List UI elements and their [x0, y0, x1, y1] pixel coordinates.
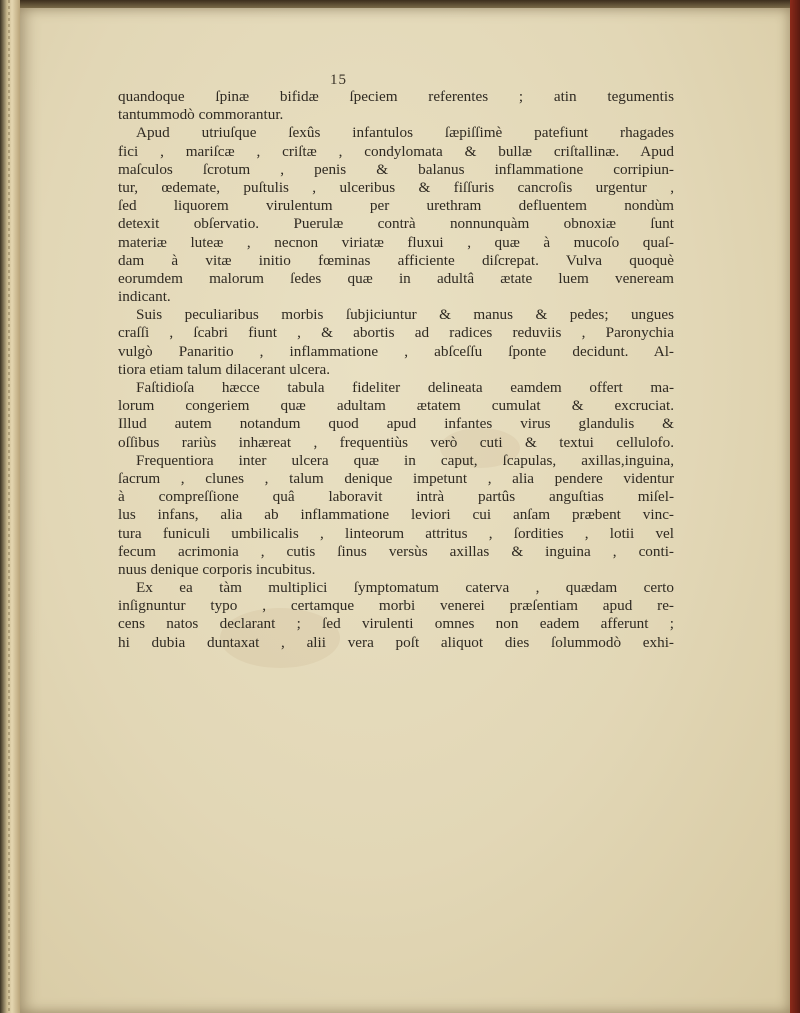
text-line: lus infans, alia ab inflammatione leviori cui anſam præbent vinc-	[118, 506, 674, 524]
text-line: craſſi , ſcabri fiunt , & abortis ad radices reduviis , Paronychia	[118, 324, 674, 342]
text-line: hi dubia duntaxat , alii vera poſt aliquot dies ſolummodò exhi-	[118, 633, 674, 651]
book-left-edge	[0, 0, 20, 1013]
text-line: tur, œdemate, puſtulis , ulceribus & fiſſuris cancroſis urgentur ,	[118, 178, 674, 196]
text-line: Apud utriuſque ſexûs infantulos ſæpiſſimè patefiunt rhagades	[136, 124, 674, 142]
text-line: Frequentiora inter ulcera quæ in caput, ſcapulas, axillas,inguina,	[136, 451, 674, 469]
text-line: oſſibus rariùs inhæreat , frequentiùs verò cuti & textui cellulofo.	[118, 433, 674, 451]
text-line: fici , mariſcæ , criſtæ , condylomata & bullæ criſtallinæ. Apud	[118, 142, 674, 160]
page-text	[118, 88, 674, 652]
text-line: ſed liquorem virulentum per urethram defluentem nondùm	[118, 197, 674, 215]
text-line: Suis peculiaribus morbis ſubjiciuntur & manus & pedes; ungues	[136, 306, 674, 324]
text-line: lorum congeriem quæ adultam ætatem cumulat & excruciat.	[118, 397, 674, 415]
text-line: à compreſſione quâ laboravit intrà partûs anguſtias miſel-	[118, 488, 674, 506]
text-line: tiora etiam talum dilacerant ulcera.	[118, 360, 331, 378]
text-line: cens natos declarant ; ſed virulenti omnes non eadem afferunt ;	[118, 615, 674, 633]
text-line: inſignuntur typo , certamque morbi venerei præſentiam apud re-	[118, 597, 674, 615]
text-line: Ex ea tàm multiplici ſymptomatum caterva , quædam certo	[136, 579, 674, 597]
text-line: tura funiculi umbilicalis , linteorum attritus , ſordities , lotii vel	[118, 524, 674, 542]
text-line: dam à vitæ initio fœminas afficiente diſcrepat. Vulva quoquè	[118, 251, 674, 269]
text-line: detexit obſervatio. Puerulæ contrà nonnunquàm obnoxiæ ſunt	[118, 215, 674, 233]
text-line: Faſtidioſa hæcce tabula fideliter delineata eamdem offert ma-	[136, 379, 674, 396]
text-line: vulgò Panaritio , inflammatione , abſceſſu ſponte decidunt. Al-	[118, 342, 674, 360]
text-line: materiæ luteæ , necnon viriatæ fluxui , quæ à mucoſo quaſ-	[118, 233, 674, 251]
text-line: fecum acrimonia , cutis ſinus versùs axillas & inguina , conti-	[118, 542, 674, 560]
text-line: indicant.	[118, 288, 171, 306]
text-line: tantummodò commorantur.	[118, 106, 284, 124]
text-line: quandoque ſpinæ bifidæ ſpeciem referentes ; atin tegumentis	[118, 88, 674, 105]
book-right-edge	[790, 0, 800, 1013]
text-line: Illud autem notandum quod apud infantes virus glandulis &	[118, 415, 674, 433]
text-line: eorumdem malorum ſedes quæ in adultâ ætate luem veneream	[118, 269, 674, 287]
text-line: nuus denique corporis incubitus.	[118, 560, 316, 578]
text-line: ſacrum , clunes , talum denique impetunt , alia pendere videntur	[118, 469, 674, 487]
page-number: 15	[330, 72, 347, 88]
book-top-edge	[0, 0, 800, 8]
text-line: maſculos ſcrotum , penis & balanus inflammatione corripiun-	[118, 160, 674, 178]
